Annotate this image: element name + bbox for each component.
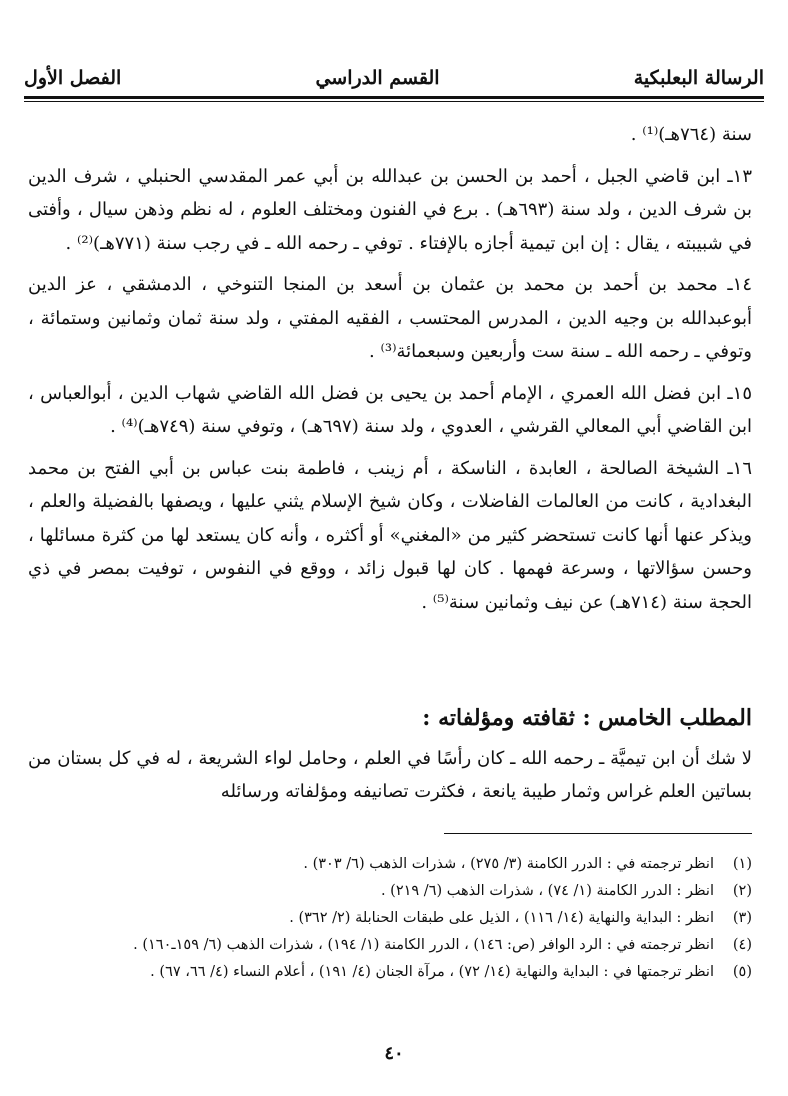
section-heading: المطلب الخامس : ثقافته ومؤلفاته :: [422, 705, 752, 731]
section-intro-paragraph: لا شك أن ابن تيميَّة ـ رحمه الله ـ كان رأسًا في العلم ، وحامل لواء الشريعة ، له في كل بستان من بساتين العلم غراس وثمار طيبة يانعة ، فكثرت تصانيفه ومؤلفاته ورسائله: [28, 748, 752, 802]
entry-continuation: سنة (٧٦٤هـ)⁽¹⁾ .: [630, 124, 752, 145]
footnote-number: (١): [732, 856, 752, 872]
biography-entry-15: ١٥ـ ابن فضل الله العمري ، الإمام أحمد بن يحيى بن فضل الله القاضي شهاب الدين ، أبوالعباس ، ابن القاضي أبي المعالي القرشي ، العدوي ، ولد سنة (٦٩٧هـ) ، وتوفي سنة (٧٤٩هـ)⁽⁴⁾ .: [28, 382, 752, 437]
footnote-1: [28, 852, 752, 876]
biography-entry-16: ١٦ـ الشيخة الصالحة ، العابدة ، الناسكة ، أم زينب ، فاطمة بنت عباس بن أبي الفتح بن محمد البغدادية ، كانت من العالمات الفاضلات ، وكان شيخ الإسلام يثني عليها ، ويصفها بالفضيلة والعلم ، ويذكر عنها أنها كانت تستحضر كثير من «المغني» أو أكثره ، وأنه كان يستعد لها من كثرة مسائلها ، وحسن سؤالاتها ، وسرعة فهمها . كان لها قبول زائد ، ووقع في النفوس ، توفيت بمصر في ذي الحجة سنة (٧١٤هـ) عن نيف وثمانين سنة⁽⁵⁾ .: [28, 457, 752, 613]
footnote-3: [28, 906, 752, 930]
body-text: [28, 118, 752, 623]
footnote-text: انظر ترجمته في : الدرر الكامنة (٣/ ٢٧٥) ، شذرات الذهب (٦/ ٣٠٣) .: [303, 856, 714, 872]
footnote-number: (٣): [732, 910, 752, 926]
header-chapter: الفصل الأول: [24, 67, 122, 89]
footnote-text: انظر : الدرر الكامنة (١/ ٧٤) ، شذرات الذهب (٦/ ٢١٩) .: [380, 883, 714, 899]
header-rule-thin: [24, 101, 764, 102]
biography-entry-13: ١٣ـ ابن قاضي الجبل ، أحمد بن الحسن بن عبدالله بن أبي عمر المقدسي الحنبلي ، شرف الدين بن شرف الدين ، ولد سنة (٦٩٣هـ) . برع في الفنون ومختلف العلوم ، له نظم وذهن سيال ، وأفتى في شبيبته ، يقال : إن ابن تيمية أجازه بالإفتاء . توفي ـ رحمه الله ـ في رجب سنة (٧٧١هـ)⁽²⁾ .: [28, 165, 752, 254]
header-book-title: الرسالة البعلبكية: [633, 67, 764, 89]
footnote-number: (٤): [732, 937, 752, 953]
footnote-number: (٢): [732, 883, 752, 899]
footnote-number: (٥): [732, 964, 752, 980]
footnote-text: انظر : البداية والنهاية (١٤/ ١١٦) ، الذيل على طبقات الحنابلة (٢/ ٣٦٢) .: [289, 910, 714, 926]
footnote-text: انظر ترجمته في : الرد الوافر (ص: ١٤٦) ، الدرر الكامنة (١/ ١٩٤) ، شذرات الذهب (٦/ ١٥٩ـ١٦٠) .: [133, 937, 714, 953]
page-number: ٤٠: [384, 1043, 404, 1064]
footnote-text: انظر ترجمتها في : البداية والنهاية (١٤/ ٧٢) ، مرآة الجنان (٤/ ١٩١) ، أعلام النساء (٤/ ٦٦، ٦٧) .: [150, 964, 714, 980]
biography-entry-14: ١٤ـ محمد بن أحمد بن محمد بن عثمان بن أسعد بن المنجا التنوخي ، الدمشقي ، عز الدين أبوعبدالله بن وجيه الدين ، المدرس المحتسب ، الفقيه المفتي ، ولد سنة ثمان وثمانين وستمائة ، وتوفي ـ رحمه الله ـ سنة ست وأربعين وسبعمائة⁽³⁾ .: [28, 274, 752, 362]
footnote-5: [28, 960, 752, 984]
header-rule-thick: [24, 96, 764, 99]
footnotes: [28, 852, 752, 984]
footnote-4: [28, 933, 752, 957]
header-section: القسم الدراسي: [315, 67, 440, 89]
running-header: [24, 62, 764, 94]
footnote-2: [28, 879, 752, 903]
footnote-separator: [444, 833, 752, 834]
